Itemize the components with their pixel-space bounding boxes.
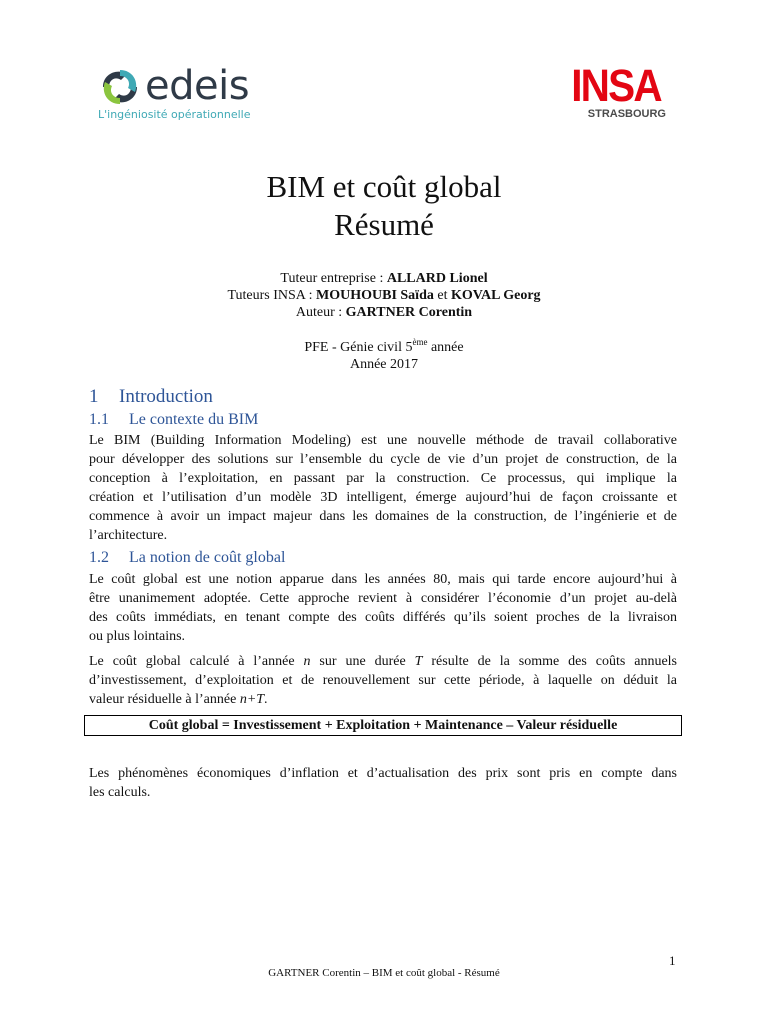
edeis-tagline: L'ingéniosité opérationnelle — [98, 108, 251, 121]
text-line: conception à l’exploitation, en passant par la construction. Ce processus, qui implique la — [89, 471, 677, 486]
section-heading-1 — [89, 386, 213, 408]
course-prefix: PFE - Génie civil 5 — [304, 340, 413, 355]
insa-city: STRASBOURG — [587, 108, 666, 120]
text-line: pour développer des solutions sur l’ensemble du cycle de vie d’un projet de construction, de la — [89, 452, 677, 467]
text-line: les calculs. — [89, 785, 151, 800]
subsection-number: 1.1 — [89, 411, 109, 428]
variable-n-plus-t: n+T — [239, 692, 265, 707]
text-run: . — [264, 692, 268, 707]
insa-logo — [561, 60, 671, 124]
section-title: Introduction — [119, 386, 213, 407]
text-line: Le coût global est une notion apparue dans les années 80, mais qui tarde encore aujourd’hui à — [89, 572, 677, 587]
document-title: BIM et coût global — [266, 169, 502, 204]
course-superscript: ème — [412, 337, 428, 347]
tuteurs-insa-conjunction: et — [433, 288, 451, 303]
text-line: commence à avoir un impact majeur dans les domaines de la construction, de l’ingénierie et de — [89, 509, 677, 524]
variable-t: T — [414, 654, 423, 669]
text-line: l’architecture. — [89, 528, 168, 543]
auteur-label: Auteur : — [295, 305, 346, 320]
tuteur-entreprise-line — [0, 270, 768, 287]
text-run: valeur résiduelle à l’année — [89, 692, 240, 707]
edeis-mark-icon — [95, 62, 145, 112]
paragraph-calcul — [89, 652, 677, 709]
tuteur-entreprise-name: ALLARD Lionel — [386, 271, 488, 286]
tuteur-insa-name-2: KOVAL Georg — [450, 288, 541, 303]
tuteurs-insa-line — [0, 287, 768, 304]
course-suffix: année — [427, 340, 464, 355]
paragraph-inflation — [89, 764, 677, 802]
subsection-title: La notion de coût global — [129, 549, 286, 566]
text-line: ou plus lointains. — [89, 629, 186, 644]
text-run: résulte de la somme des coûts annuels — [422, 654, 678, 669]
auteur-line — [0, 304, 768, 321]
paragraph-bim-context — [89, 431, 677, 545]
text-line — [89, 690, 677, 709]
paragraph-cout-global — [89, 570, 677, 646]
section-number: 1 — [89, 386, 99, 407]
text-line — [89, 652, 677, 671]
tuteur-insa-name-1: MOUHOUBI Saïda — [316, 288, 434, 303]
auteur-name: GARTNER Corentin — [345, 305, 473, 320]
text-line: création et l’utilisation d’un modèle 3D intelligent, émerge aujourd’hui de façon croissante et — [89, 490, 677, 505]
text-line: d’investissement, d’exploitation et de renouvellement sur cette période, à laquelle on déduit la — [89, 673, 677, 688]
text-line: Les phénomènes économiques d’inflation et d’actualisation des prix sont pris en compte dans — [89, 766, 677, 781]
text-line: des coûts immédiats, en tenant compte des coûts différés qu’ils soient proches de la livraison — [89, 610, 677, 625]
text-line: être unanimement adoptée. Cette approche revient à considérer l’économie d’un projet au-delà — [89, 591, 677, 606]
document-subtitle: Résumé — [334, 207, 434, 242]
tuteur-entreprise-label: Tuteur entreprise : — [280, 271, 387, 286]
text-line: Le BIM (Building Information Modeling) est une nouvelle méthode de travail collaborative — [89, 433, 677, 448]
tuteurs-insa-label: Tuteurs INSA : — [227, 288, 316, 303]
page-footer: GARTNER Corentin – BIM et coût global - Résumé — [268, 967, 500, 979]
edeis-logo — [95, 60, 270, 126]
formula-box: Coût global = Investissement + Exploitation + Maintenance – Valeur résiduelle — [84, 715, 682, 736]
course-line — [0, 339, 768, 356]
variable-n: n — [303, 654, 311, 669]
text-run: sur une durée — [310, 654, 415, 669]
subsection-heading-1-2 — [89, 549, 285, 567]
subsection-heading-1-1 — [89, 411, 258, 429]
edeis-wordmark: edeis — [145, 63, 250, 109]
year-line: Année 2017 — [349, 357, 419, 372]
subsection-title: Le contexte du BIM — [129, 411, 259, 428]
subsection-number: 1.2 — [89, 549, 109, 566]
insa-wordmark: INSA — [571, 60, 661, 111]
page-number: 1 — [669, 953, 676, 968]
text-run: Le coût global calculé à l’année — [89, 654, 304, 669]
